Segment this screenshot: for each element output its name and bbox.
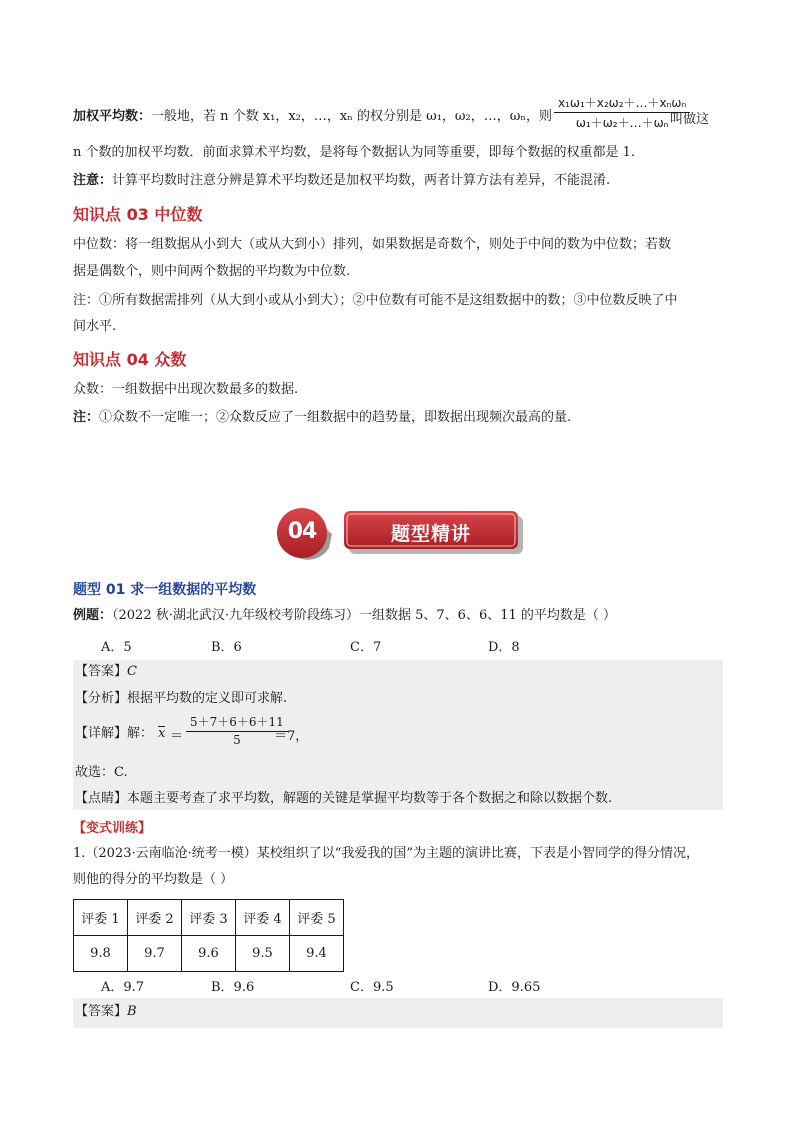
comment-line: [75, 790, 612, 808]
weighted-mean-suffix: 叫做这: [670, 112, 710, 127]
note-label: 注意：: [73, 173, 113, 188]
detail-numerator: 5＋7＋6＋6＋11: [186, 713, 288, 732]
table-cell: 9.5: [236, 936, 290, 972]
comment-label: 【点睛】: [75, 791, 128, 806]
example-option-d: D．8: [488, 640, 520, 655]
weighted-mean-line1: [73, 108, 552, 126]
banner-title: 题型精讲: [390, 523, 471, 545]
answer-line: [75, 663, 137, 681]
table-header-cell: 评委 1: [74, 900, 128, 936]
variant-q1-line2: 则他的得分的平均数是（ ）: [73, 872, 234, 887]
example-question: [73, 607, 616, 625]
answer-value: C: [127, 664, 137, 679]
kp03-line3: 注：①所有数据需排列（从大到小或从小到大）；②中位数有可能不是这组数据中的数；③中位数反映了中: [73, 293, 678, 308]
kp03-line2: 据是偶数个，则中间两个数据的平均数为中位数.: [73, 264, 351, 279]
detail-line: [75, 725, 153, 743]
choose-line: 故选：C.: [75, 765, 128, 780]
note-text: 计算平均数时注意分辨是算术平均数还是加权平均数，两者计算方法有差异，不能混淆.: [112, 173, 611, 188]
kp03-title: 知识点 03 中位数: [73, 205, 203, 224]
score-table: [73, 899, 344, 972]
detail-fraction: [186, 713, 288, 747]
answer-label: 【答案】: [75, 664, 128, 679]
weighted-mean-line2: n 个数的加权平均数．前面求算术平均数，是将每个数据认为同等重要，即每个数据的权重都是 1.: [73, 145, 636, 160]
table-cell: 9.7: [128, 936, 182, 972]
table-header-cell: 评委 2: [128, 900, 182, 936]
variant-answer-value: B: [127, 1004, 137, 1019]
table-header-cell: 评委 3: [182, 900, 236, 936]
kp04-note-text: ①众数不一定唯一；②众数反应了一组数据中的趋势量，即数据出现频次最高的量.: [99, 410, 572, 425]
weighted-mean-note: [73, 172, 610, 190]
variant-answer-label: 【答案】: [75, 1004, 128, 1019]
banner-number: 04: [287, 519, 317, 544]
analysis-line: [75, 690, 287, 708]
kp04-note-label: 注：: [73, 410, 100, 425]
variant-option-b: B．9.6: [211, 980, 255, 995]
weighted-mean-label: 加权平均数：: [73, 109, 152, 124]
detail-result: ＝7，: [274, 729, 309, 744]
formula-numerator: x₁ω₁＋x₂ω₂＋…＋xₙωₙ: [554, 94, 690, 113]
table-row: [74, 900, 344, 936]
example-text: （2022 秋·湖北武汉·九年级校考阶段练习）一组数据 5、7、6、6、11 的平均数是（ ）: [112, 608, 617, 623]
kp03-line4: 间水平.: [73, 319, 117, 334]
detail-equals: ＝: [170, 729, 184, 744]
detail-denominator: 5: [233, 733, 241, 747]
mean-symbol: [158, 722, 165, 741]
kp04-title: 知识点 04 众数: [73, 350, 187, 369]
detail-label: 【详解】: [75, 726, 128, 741]
variant-label: 【变式训练】: [73, 821, 152, 836]
mean-variable: x: [158, 726, 166, 741]
table-row: [74, 936, 344, 972]
analysis-text: 根据平均数的定义即可求解.: [127, 691, 288, 706]
variant-option-c: C．9.5: [350, 980, 394, 995]
section-banner: [272, 506, 524, 560]
example-option-c: C．7: [350, 640, 382, 655]
detail-prefix: 解：: [127, 726, 154, 741]
table-cell: 9.6: [182, 936, 236, 972]
table-header-cell: 评委 5: [290, 900, 344, 936]
variant-answer-line: [75, 1003, 137, 1021]
table-header-cell: 评委 4: [236, 900, 290, 936]
weighted-mean-text: 一般地，若 n 个数 x₁，x₂，…，xₙ 的权分别是 ω₁，ω₂，…，ωₙ，则: [151, 109, 552, 124]
variant-q1-line1: 1.（2023·云南临沧·统考一模）某校组织了以“我爱我的国”为主题的演讲比赛，下表是小智同学的得分情况，: [73, 846, 700, 861]
kp03-line1: 中位数：将一组数据从小到大（或从大到小）排列，如果数据是奇数个，则处于中间的数为中位数；若数: [73, 237, 672, 252]
example-label: 例题：: [73, 608, 113, 623]
table-cell: 9.8: [74, 936, 128, 972]
example-option-a: A．5: [101, 640, 132, 655]
kp04-line1: 众数：一组数据中出现次数最多的数据.: [73, 382, 299, 397]
variant-option-d: D．9.65: [488, 980, 541, 995]
formula-denominator: ω₁＋ω₂＋…＋ωₙ: [575, 116, 669, 130]
variant-option-a: A．9.7: [101, 980, 145, 995]
table-cell: 9.4: [290, 936, 344, 972]
variant-answer-block: [73, 998, 723, 1028]
example-option-b: B．6: [211, 640, 242, 655]
analysis-label: 【分析】: [75, 691, 128, 706]
kp04-note: [73, 409, 571, 427]
comment-text: 本题主要考查了求平均数，解题的关键是掌握平均数等于各个数据之和除以数据个数.: [127, 791, 613, 806]
type01-title: 题型 01 求一组数据的平均数: [73, 582, 257, 598]
